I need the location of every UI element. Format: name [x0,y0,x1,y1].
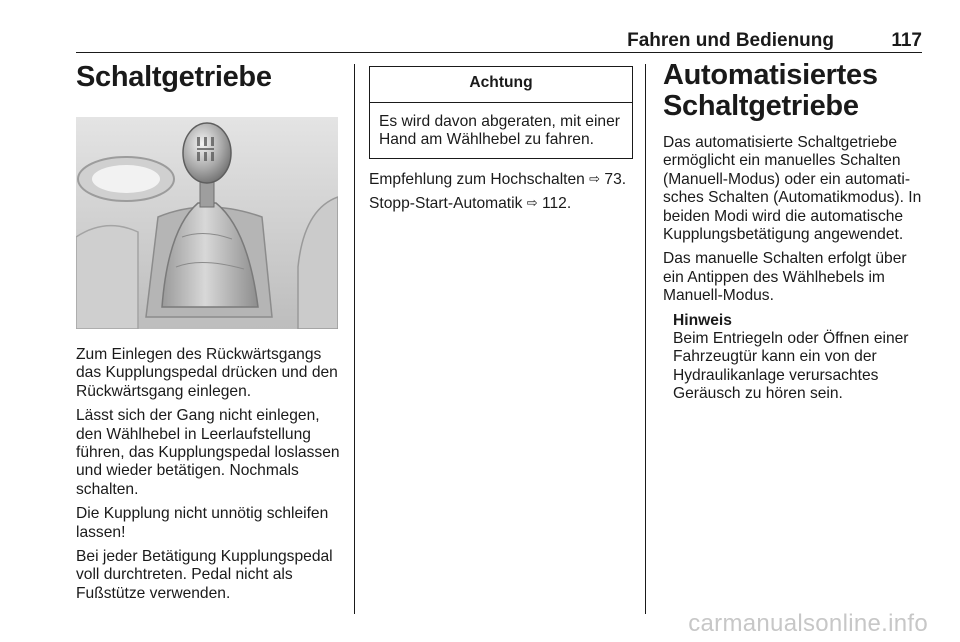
column-divider-1 [354,64,355,614]
hint-box [673,312,928,404]
page-reference-icon: ⇨ [589,170,601,186]
paragraph-gear-not-engaging: Lässt sich der Gang nicht einlegen, den Wählhebel in Leerlaufstellung führen, das Kupplungspedal loslassen und wieder betätigen. Nochmals schalten. [76,407,340,498]
paragraph-reverse-gear: Zum Einlegen des Rückwärtsgangs das Kupplungspedal drücken und den Rückwärtsgang einlegen. [76,346,338,400]
reference-upshift [369,171,634,189]
column-divider-2 [645,64,646,614]
gear-lever-illustration [76,117,338,329]
section-title-manual: Schaltgetriebe [76,61,272,93]
hint-title: Hinweis [673,311,732,329]
column-notice [369,66,634,220]
column-manual-transmission [76,60,342,609]
caution-title: Achtung [370,67,632,103]
page-number: 117 [891,30,922,51]
reference-stop-start-text: Stopp-Start-Automatik [369,195,527,213]
column-automated-transmission [663,60,928,404]
page-reference-icon: ⇨ [526,195,538,211]
section-title-automated: Automatisiertes Schaltgetriebe [663,59,878,122]
paragraph-manual-mode: Das manuelle Schalten erfolgt über ein Antippen des Wählhebels im Manuell-Modus. [663,250,907,305]
reference-stop-start-page: 112. [537,195,572,213]
paragraph-clutch-slip: Die Kupplung nicht unnötig schleifen lassen! [76,505,329,541]
reference-upshift-page: 73. [600,170,627,188]
paragraph-clutch-pedal: Bei jeder Betätigung Kupplungspedal voll durchtreten. Pedal nicht als Fußstütze verwenden. [76,548,333,602]
reference-upshift-text: Empfehlung zum Hochschalten [369,170,590,188]
header-rule [76,52,922,53]
header-section-title: Fahren und Bedienung [627,30,834,51]
hint-text: Beim Entriegeln oder Öffnen einer Fahrzeugtür kann ein von der Hydraulikanlage verursachtes Geräusch zu hören sein. [673,330,909,403]
paragraph-automated-intro: Das automatisierte Schaltgetriebe ermöglicht ein manuelles Schalten (Manuell-Modus) oder ein automatisches Schalten (Automatikmodus). In beiden Modi wird die automatische Kupplungsbetätigung angewendet. [663,134,922,244]
watermark: carmanualsonline.info [688,610,928,637]
caution-text: Es wird davon abgeraten, mit einer Hand am Wählhebel zu fahren. [379,113,620,149]
caution-box [369,66,633,159]
reference-stop-start [369,195,634,213]
page-header [76,30,922,50]
